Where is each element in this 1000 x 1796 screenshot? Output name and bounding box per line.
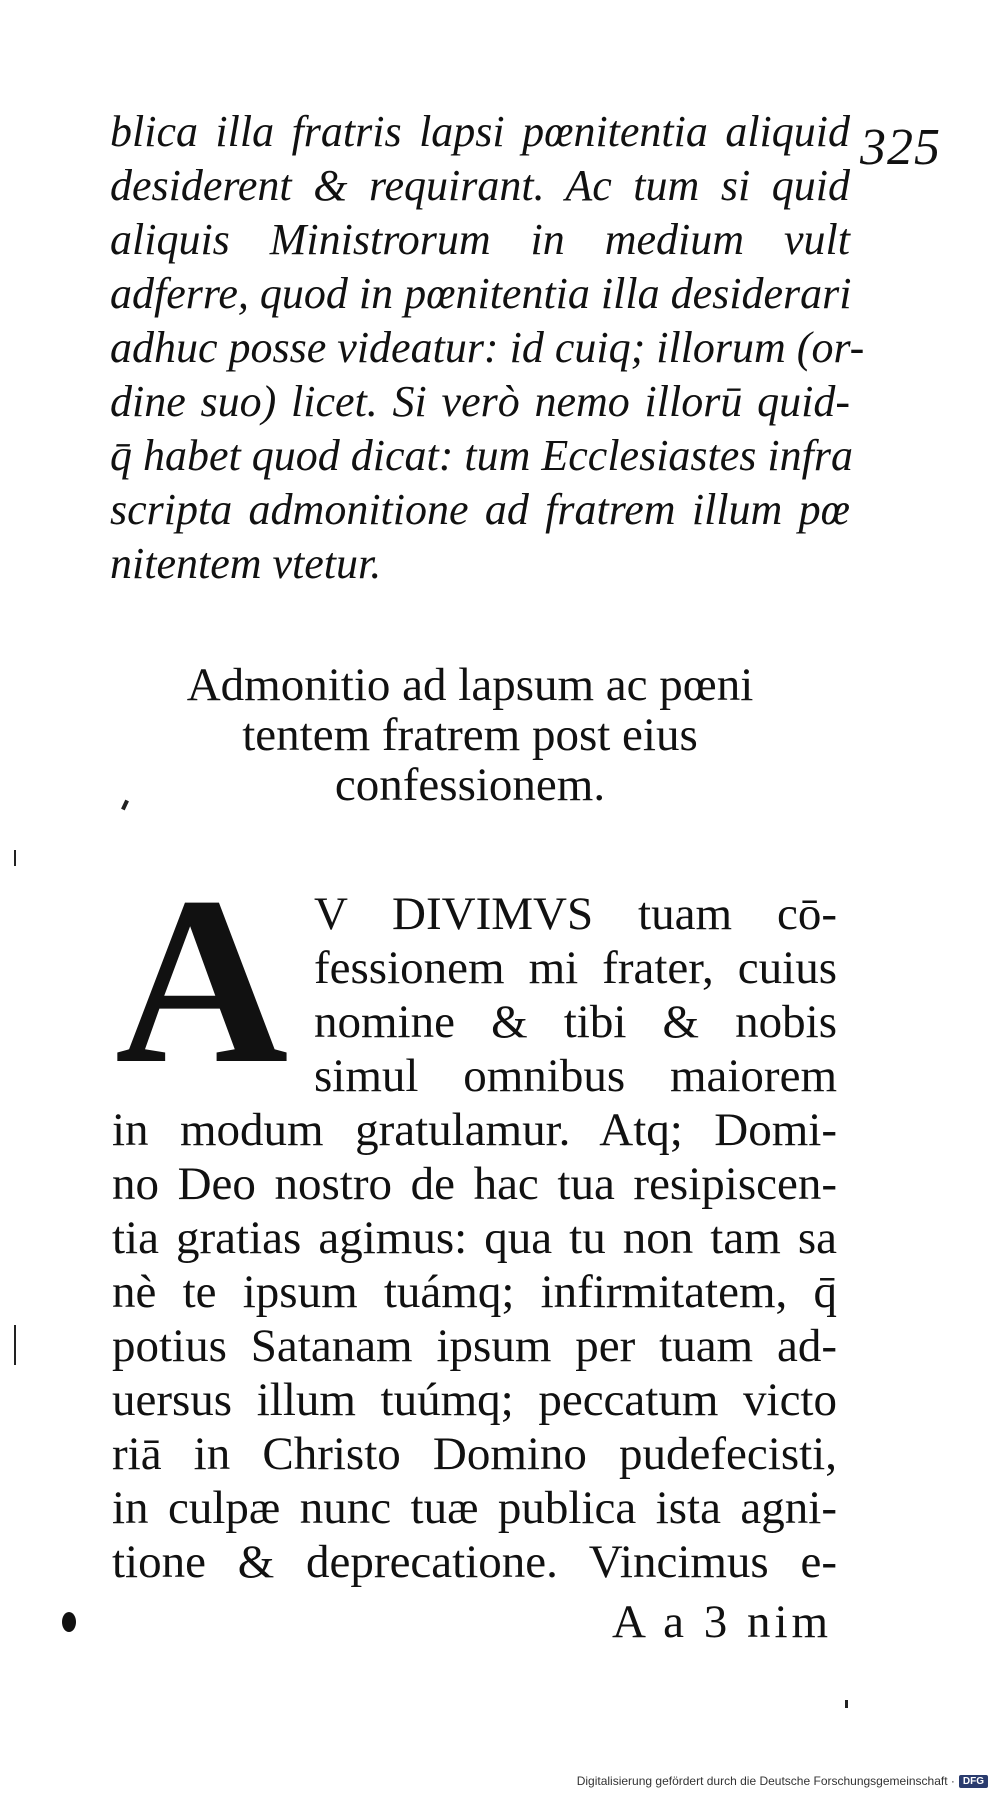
ink-blot xyxy=(62,1612,76,1632)
text-line: in culpæ nunc tuæ publica ista agni- xyxy=(112,1482,837,1534)
text-line: blica illa fratris lapsi pœnitentia aliquid xyxy=(110,107,850,156)
text-line: potius Satanam ipsum per tuam ad- xyxy=(112,1320,837,1372)
text-line: aliquis Ministrorum in medium vult xyxy=(110,215,850,264)
text-line: fessionem mi frater, cuius xyxy=(314,942,837,994)
text-line: no Deo nostro de hac tua resipiscen- xyxy=(112,1158,837,1210)
dfg-logo-icon: DFG xyxy=(959,1775,988,1788)
drop-cap: A xyxy=(115,847,289,1113)
text-line: nitentem vtetur. xyxy=(110,539,382,588)
ink-mark xyxy=(845,1700,848,1708)
text-line: V DIVIMVS tuam cō- xyxy=(314,888,837,940)
text-line: riā in Christo Domino pudefecisti, xyxy=(112,1428,837,1480)
text-line: desiderent & requirant. Ac tum si quid xyxy=(110,161,850,210)
heading-line: tentem fratrem post eius xyxy=(242,709,698,761)
text-line: nomine & tibi & nobis xyxy=(314,996,837,1048)
body-paragraph xyxy=(112,887,837,1589)
footer-text: Digitalisierung gefördert durch die Deutsche Forschungsgemeinschaft · xyxy=(576,1774,955,1788)
text-line: tione & deprecatione. Vincimus e- xyxy=(112,1536,837,1588)
text-line: q̄ habet quod dicat: tum Ecclesiastes infra xyxy=(110,431,853,480)
heading-line: confessionem. xyxy=(334,759,606,811)
heading-line: Admonitio ad lapsum ac pœni xyxy=(186,659,754,711)
text-line: dine suo) licet. Si verò nemo illorū quid- xyxy=(110,377,850,426)
ink-mark xyxy=(121,800,129,811)
text-line: scripta admonitione ad fratrem illum pœ xyxy=(110,485,850,534)
text-line: adhuc posse videatur: id cuiq; illorum (or- xyxy=(110,323,865,372)
section-heading xyxy=(150,660,790,810)
ink-mark xyxy=(14,1325,16,1365)
text-line: in modum gratulamur. Atq; Domi- xyxy=(112,1104,837,1156)
text-line: tia gratias agimus: qua tu non tam sa xyxy=(112,1212,837,1264)
page-number: 325 xyxy=(860,119,941,176)
text-line: adferre, quod in pœnitentia illa desiderari xyxy=(110,269,852,318)
italic-paragraph xyxy=(110,105,865,591)
ink-mark xyxy=(14,850,16,866)
text-line: uersus illum tuúmq; peccatum victo xyxy=(112,1374,837,1426)
text-line: nè te ipsum tuámq; infirmitatem, q̄ xyxy=(112,1266,837,1318)
digitization-footer xyxy=(577,1774,988,1788)
text-line: simul omnibus maiorem xyxy=(314,1050,837,1102)
catchword: A a 3 nim xyxy=(612,1596,833,1648)
